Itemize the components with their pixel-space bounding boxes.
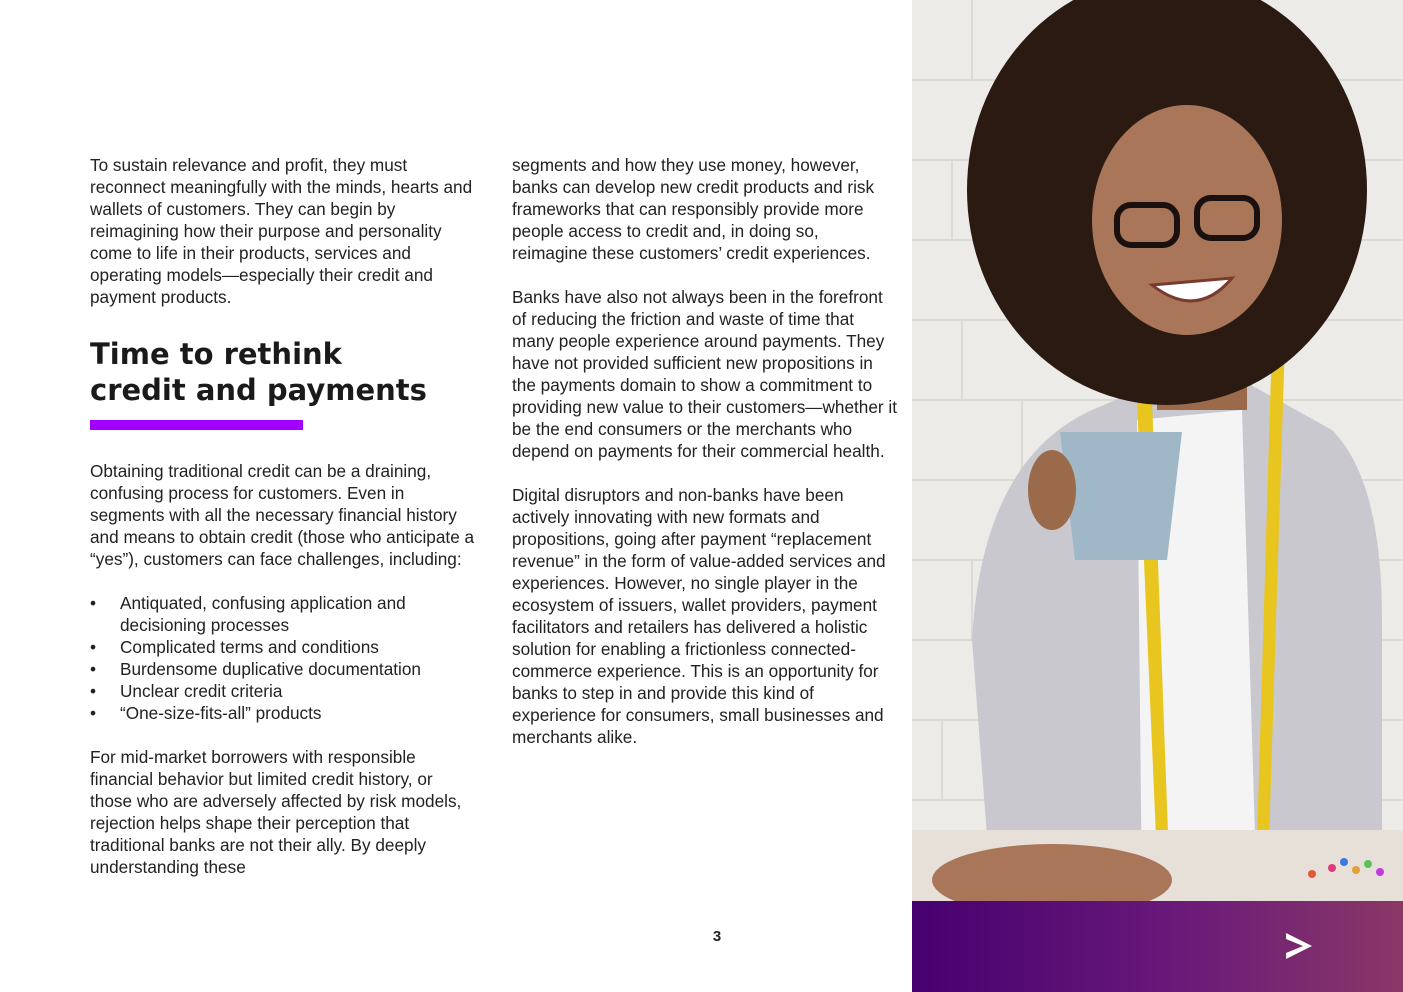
mug (1060, 432, 1182, 560)
list-item-text: Unclear credit criteria (120, 681, 283, 701)
list-item-text: Complicated terms and conditions (120, 637, 379, 657)
list-item-text: Burdensome duplicative documentation (120, 659, 421, 679)
greater-than-logo-icon (1284, 931, 1314, 965)
bullet-glyph: • (90, 659, 97, 679)
section-heading-line-2: credit and payments (90, 373, 427, 407)
list-item (90, 636, 475, 658)
challenges-list (90, 592, 475, 724)
page-number: 3 (712, 928, 722, 945)
brand-band (912, 901, 1403, 992)
bullet-glyph: • (90, 637, 97, 657)
right-column (512, 154, 897, 770)
segments-paragraph: segments and how they use money, however, banks can develop new credit products and risk frameworks that can responsibly provide more people access to credit and, in doing so, reimagine these customers’ credit experiences. (512, 155, 875, 263)
list-item (90, 702, 475, 724)
list-item-text: Antiquated, confusing application and decisioning processes (120, 593, 406, 635)
intro-paragraph: To sustain relevance and profit, they must reconnect meaningfully with the minds, hearts and wallets of customers. They can begin by reimagining how their purpose and personality come to life in their products, services and operating models—especially their credit and payment products. (90, 155, 473, 307)
payments-paragraph: Banks have also not always been in the forefront of reducing the friction and waste of time that many people experience around payments. They have not provided sufficient new propositions in the payments domain to show a commitment to providing new value to their customers—whether it be the end consumers or the merchants who depend on payments for their commercial health. (512, 287, 897, 461)
list-item (90, 680, 475, 702)
section-heading (90, 336, 475, 408)
credit-paragraph: Obtaining traditional credit can be a draining, confusing process for customers. Even in segments with all the necessary financial history and means to obtain credit (those who anticipate a “yes”), customers can face challenges, including: (90, 461, 475, 569)
bullet-glyph: • (90, 593, 97, 613)
section-heading-line-1: Time to rethink (90, 337, 342, 371)
disruptors-paragraph: Digital disruptors and non-banks have been actively innovating with new formats and propositions, going after payment “replacement revenue” in the form of value-added services and experiences. However, no single player in the ecosystem of issuers, wallet providers, payment facilitators and retailers has delivered a holistic solution for enabling a frictionless connected-commerce experience. This is an opportunity for banks to step in and provide this kind of experience for consumers, small businesses and merchants alike. (512, 485, 886, 747)
hero-photo (912, 0, 1403, 901)
list-item-text: “One-size-fits-all” products (120, 703, 322, 723)
borrowers-paragraph: For mid-market borrowers with responsible financial behavior but limited credit history, or those who are adversely affected by risk models, rejection helps shape their perception that traditional banks are not their ally. By deeply understanding these (90, 747, 462, 877)
list-item (90, 658, 475, 680)
list-item (90, 592, 475, 636)
bullet-glyph: • (90, 703, 97, 723)
left-column (90, 154, 475, 900)
photo-illustration (912, 0, 1403, 901)
heading-accent-bar (90, 420, 303, 430)
bullet-glyph: • (90, 681, 97, 701)
hand (1028, 450, 1076, 530)
